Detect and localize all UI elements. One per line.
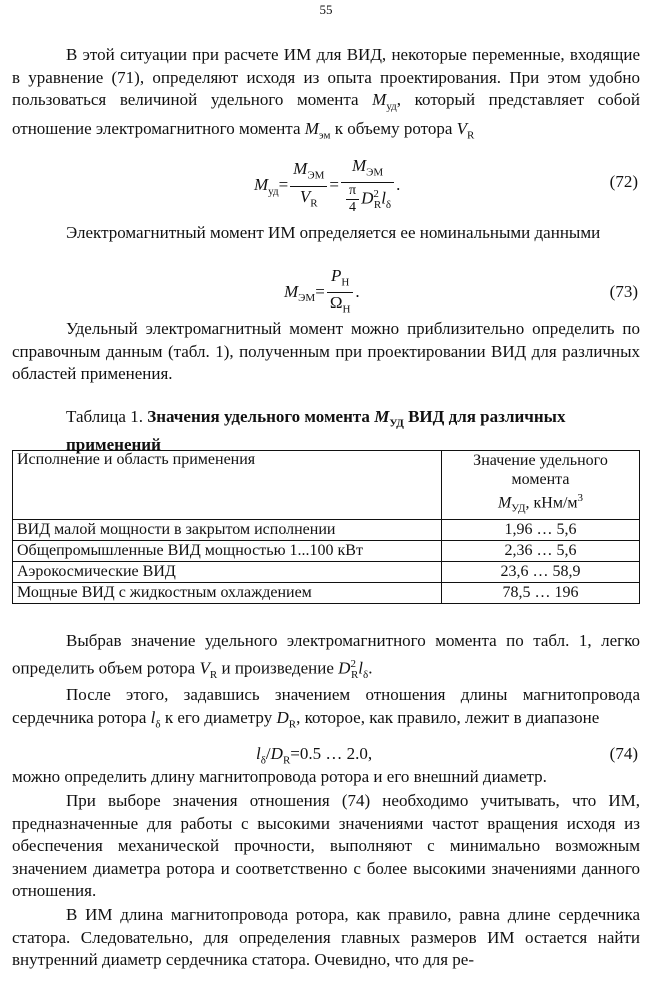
paragraph-2: Электромагнитный момент ИМ определяется ее номинальными данными	[66, 223, 601, 242]
table-cell-area: ВИД малой мощности в закрытом исполнении	[13, 519, 442, 540]
equation-number-72: (72)	[609, 172, 638, 191]
formula-72: $M_{уд}=$ $\frac{M_{ЭМ}}{V_R}$ = $M_{ЭМ}$ $\frac{\pi}{4}$ $D^2_Rl_\delta$ . (72)	[254, 156, 638, 216]
table-row	[13, 519, 640, 540]
table-cell-value: 1,96 … 5,6	[442, 519, 640, 540]
table-cell-area: Общепромышленные ВИД мощностью 1...100 кВт	[13, 540, 442, 561]
paragraph-6: можно определить длину магнитопровода ротора и его внешний диаметр.	[12, 767, 547, 786]
header-application: Исполнение и область применения	[13, 451, 442, 520]
paragraph-7: При выборе значения отношения (74) необходимо учитывать, что ИМ, предназначенные для работы с высокими значениями частот вращения исходя из обеспечения механической прочности, выполняют с минимально возможным значением диаметра ротора и соответственно с более высокими значениями данного отношения.	[12, 791, 640, 900]
paragraph-8: В ИМ длина магнитопровода ротора, как правило, равна длине сердечника статора. Следовательно, для определения главных размеров ИМ остается найти внутренний диаметр сердечника статора. Очевидно, что для ре-	[12, 905, 640, 969]
header-value: Значение удельного момента $M_{УД}$, кНм/$м^3$	[442, 451, 640, 520]
equation-number-73: (73)	[609, 282, 638, 301]
table-cell-area: Мощные ВИД с жидкостным охлаждением	[13, 582, 442, 603]
table-cell-value: 23,6 … 58,9	[442, 561, 640, 582]
fraction-1: $\frac{M_{ЭМ}}{V_R}$	[290, 159, 327, 213]
table-cell-area: Аэрокосмические ВИД	[13, 561, 442, 582]
page-number: 55	[319, 2, 333, 17]
paragraph-4: Выбрав значение удельного электромагнитного момента по табл. 1, легко определить объем ротора $V_R$ и произведение $D^2_Rl_\delta$.	[12, 631, 640, 681]
paragraph-5: После этого, задавшись значением отношения длины магнитопровода сердечника ротора $l_\delta$ к его диаметру $D_R$, которое, как правило, лежит в диапазоне	[12, 685, 640, 730]
specific-torque-table	[12, 450, 640, 604]
table-header-row	[13, 451, 640, 520]
equation-number-74: (74)	[609, 744, 638, 763]
fraction-73: $\frac{P_Н}{\Omega_Н}$	[327, 266, 354, 320]
table-row	[13, 540, 640, 561]
formula-74: $l_\delta/D_R=0.5$ … 2.0, (74)	[256, 744, 638, 767]
table-row	[13, 561, 640, 582]
table-row	[13, 582, 640, 603]
table-cell-value: 78,5 … 196	[442, 582, 640, 603]
formula-73: $M_{ЭМ}=$ $\frac{P_Н}{\Omega_Н}$ . (73)	[0, 266, 652, 326]
table-cell-value: 2,36 … 5,6	[442, 540, 640, 561]
paragraph-3: Удельный электромагнитный момент можно приблизительно определить по справочным данным (табл. 1), полученным при проектировании ВИД для различных областей применения.	[12, 319, 640, 383]
fraction-2: $M_{ЭМ}$ $\frac{\pi}{4}$ $D^2_Rl_\delta$	[341, 156, 394, 216]
paragraph-1: В этой ситуации при расчете ИМ для ВИД, некоторые переменные, входящие в уравнение (71), определяют исходя из опыта проектирования. При этом удобно пользоваться величиной удельного момента $M_{уд}$, который представляет собой отношение электромагнитного момента $M_{эм}$ к объему ротора $V_R$	[12, 45, 640, 142]
table-caption: Таблица 1. Значения удельного момента $M_{УД}$ ВИД для различных применений	[66, 407, 566, 455]
